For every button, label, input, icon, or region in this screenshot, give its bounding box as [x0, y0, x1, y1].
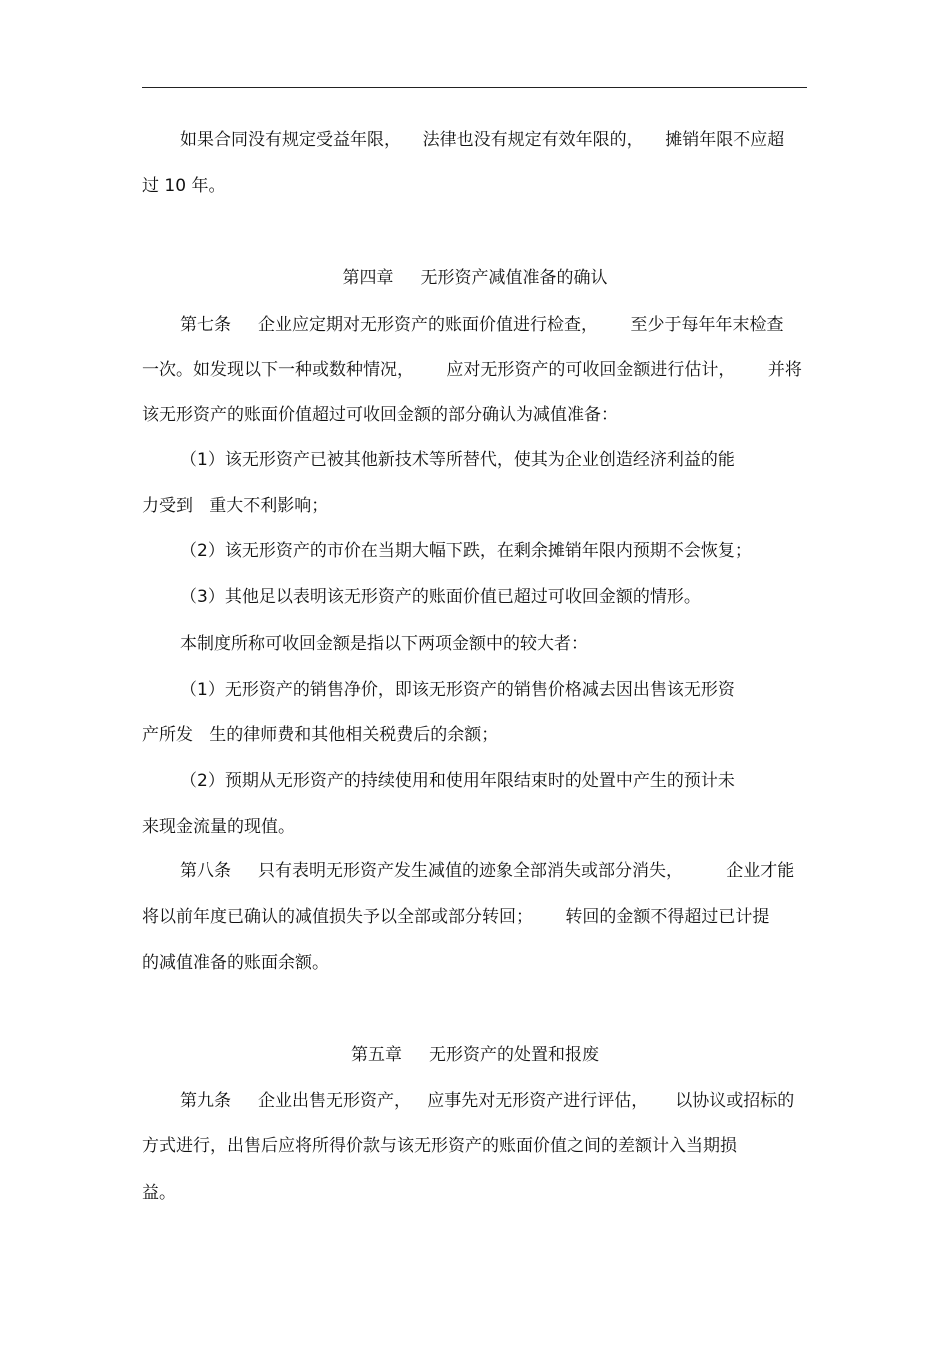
chapter-5-title: 第五章 无形资产的处置和报废 [350, 1045, 600, 1065]
list-item-1-line: （1）该无形资产已被其他新技术等所替代，使其为企业创造经济利益的能 [180, 450, 735, 470]
paragraph-line: 过 10 年。 [142, 176, 226, 196]
definition-item-1-line: 产所发 生的律师费和其他相关税费后的余额； [142, 725, 499, 745]
article-8-line: 将以前年度已确认的减值损失予以全部或部分转回； 转回的金额不得超过已计提 [142, 907, 770, 927]
header-rule [142, 87, 807, 88]
list-item-3: （3）其他足以表明该无形资产的账面价值已超过可收回金额的情形。 [180, 587, 701, 607]
article-7-line: 第七条 企业应定期对无形资产的账面价值进行检查， 至少于每年年末检查 [180, 315, 784, 335]
article-8-line: 第八条 只有表明无形资产发生减值的迹象全部消失或部分消失， 企业才能 [180, 861, 795, 881]
paragraph-line: 如果合同没有规定受益年限， 法律也没有规定有效年限的， 摊销年限不应超 [180, 130, 785, 150]
definition-line: 本制度所称可收回金额是指以下两项金额中的较大者： [180, 634, 588, 654]
article-9-line: 方式进行，出售后应将所得价款与该无形资产的账面价值之间的差额计入当期损 [142, 1136, 737, 1156]
chapter-4-title: 第四章 无形资产减值准备的确认 [342, 268, 608, 288]
definition-item-2-line: （2）预期从无形资产的持续使用和使用年限结束时的处置中产生的预计未 [180, 771, 735, 791]
article-7-line: 该无形资产的账面价值超过可收回金额的部分确认为减值准备： [142, 405, 618, 425]
article-8-line: 的减值准备的账面余额。 [142, 953, 329, 973]
article-9-line: 益。 [142, 1183, 176, 1203]
article-9-line: 第九条 企业出售无形资产， 应事先对无形资产进行评估， 以协议或招标的 [180, 1091, 795, 1111]
article-7-line: 一次。如发现以下一种或数种情况， 应对无形资产的可收回金额进行估计， 并将 [142, 360, 802, 380]
definition-item-2-line: 来现金流量的现值。 [142, 817, 295, 837]
list-item-1-line: 力受到 重大不利影响； [142, 496, 329, 516]
list-item-2: （2）该无形资产的市价在当期大幅下跌，在剩余摊销年限内预期不会恢复； [180, 541, 752, 561]
definition-item-1-line: （1）无形资产的销售净价，即该无形资产的销售价格减去因出售该无形资 [180, 680, 735, 700]
